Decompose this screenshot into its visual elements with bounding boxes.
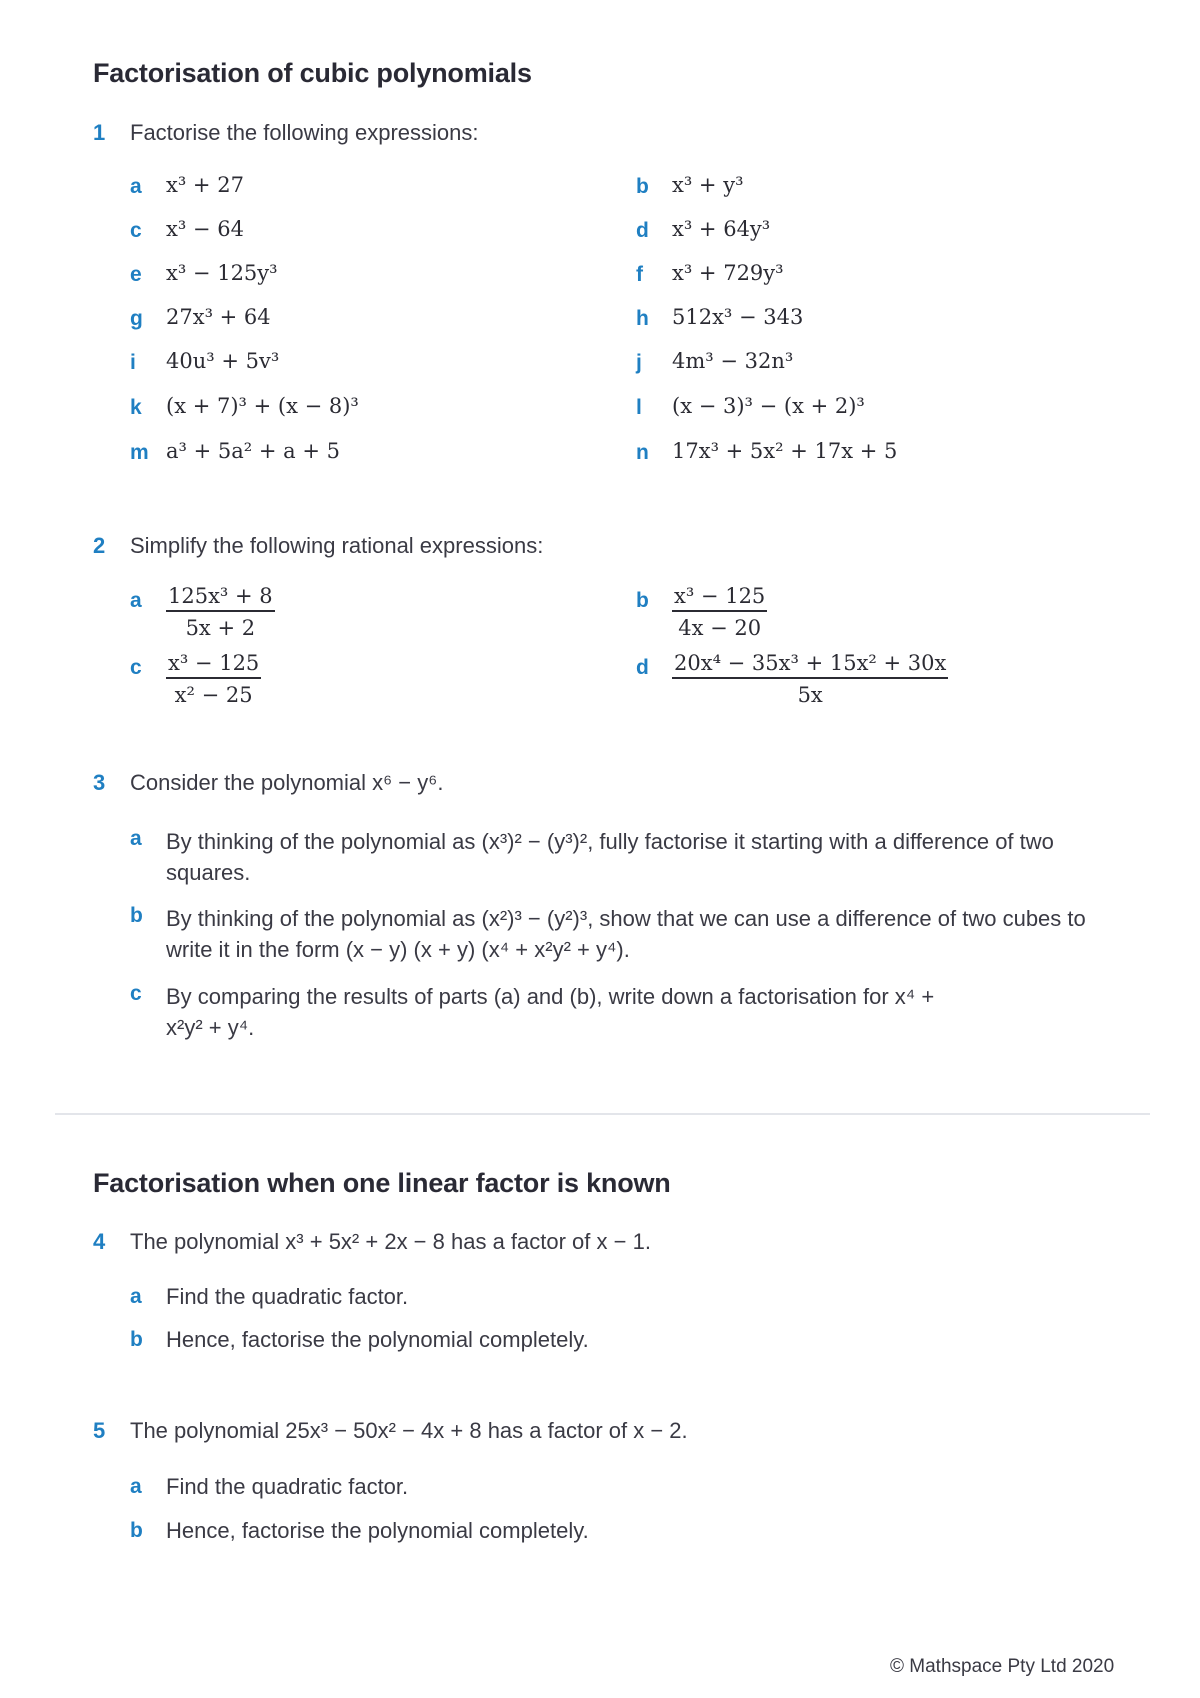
numerator: x³ − 125	[168, 651, 260, 675]
part-label: j	[636, 351, 642, 374]
expression: x³ + y³	[672, 173, 744, 197]
part-label: c	[130, 656, 142, 679]
expression: (x + 7)³ + (x − 8)³	[166, 394, 359, 418]
part-text: Find the quadratic factor.	[166, 1284, 409, 1309]
part-label: d	[636, 219, 649, 242]
expression: x³ + 729y³	[672, 261, 784, 285]
part-label: d	[636, 656, 649, 679]
part-text: Find the quadratic factor.	[166, 1474, 409, 1499]
part-label: i	[130, 351, 136, 374]
question-number: 2	[93, 533, 106, 558]
expression: x³ − 125y³	[166, 261, 278, 285]
copyright-footer: © Mathspace Pty Ltd 2020	[890, 1656, 1115, 1677]
part-label: c	[130, 219, 142, 242]
question-number: 1	[93, 120, 106, 145]
expression: 17x³ + 5x² + 17x + 5	[672, 439, 898, 463]
section-title: Factorisation of cubic polynomials	[93, 58, 532, 88]
fraction	[166, 584, 275, 640]
question-number: 3	[93, 770, 106, 795]
fraction	[672, 651, 948, 707]
expression: x³ + 64y³	[672, 217, 771, 241]
part-label: b	[130, 1328, 143, 1351]
question-text: The polynomial x³ + 5x² + 2x − 8 has a factor of x − 1.	[130, 1229, 651, 1254]
part-text: By comparing the results of parts (a) and (b), write down a factorisation for x⁴ + x²y² + y⁴.	[166, 984, 935, 1040]
question-number: 4	[93, 1229, 106, 1254]
expression: 40u³ + 5v³	[166, 349, 280, 373]
expression: (x − 3)³ − (x + 2)³	[672, 394, 865, 418]
part-label: b	[636, 589, 649, 612]
part-label: k	[130, 396, 142, 419]
part-label: h	[636, 307, 649, 330]
denominator: 5x + 2	[185, 616, 256, 640]
part-label: a	[130, 589, 142, 612]
section-title: Factorisation when one linear factor is known	[93, 1168, 671, 1198]
question-text: Consider the polynomial x⁶ − y⁶.	[130, 770, 444, 795]
expression: x³ + 27	[166, 173, 244, 197]
numerator: 125x³ + 8	[168, 584, 273, 608]
question-number: 5	[93, 1418, 106, 1443]
expression: a³ + 5a² + a + 5	[166, 439, 340, 463]
part-label: b	[130, 1519, 143, 1542]
expression: 27x³ + 64	[166, 305, 271, 329]
part-text: Hence, factorise the polynomial completely.	[166, 1518, 589, 1543]
part-label: a	[130, 827, 142, 850]
part-label: m	[130, 441, 149, 464]
expression: 4m³ − 32n³	[672, 349, 794, 373]
part-label: a	[130, 175, 142, 198]
question-text: Simplify the following rational expressions:	[130, 533, 544, 558]
part-text: Hence, factorise the polynomial completely.	[166, 1327, 589, 1352]
section-divider	[55, 1113, 1150, 1115]
part-label: g	[130, 307, 143, 330]
part-text: By thinking of the polynomial as (x²)³ − (y²)³, show that we can use a difference of two cubes to write it in the form (x − y) (x + y) (x⁴ + x²y² + y⁴).	[166, 906, 1086, 962]
part-label: l	[636, 396, 642, 419]
expression: 512x³ − 343	[672, 305, 804, 329]
part-label: a	[130, 1475, 142, 1498]
denominator: x² − 25	[174, 683, 253, 707]
part-text: By thinking of the polynomial as (x³)² − (y³)², fully factorise it starting with a difference of two squares.	[166, 829, 1054, 885]
fraction	[166, 651, 261, 707]
part-label: a	[130, 1285, 142, 1308]
numerator: 20x⁴ − 35x³ + 15x² + 30x	[674, 651, 947, 675]
expression: x³ − 64	[166, 217, 244, 241]
part-label: f	[636, 263, 643, 286]
part-label: b	[130, 904, 143, 927]
denominator: 4x − 20	[678, 616, 762, 640]
part-label: e	[130, 263, 142, 286]
fraction	[672, 584, 767, 640]
part-label: c	[130, 982, 142, 1005]
question-text: Factorise the following expressions:	[130, 120, 479, 145]
part-label: n	[636, 441, 649, 464]
part-label: b	[636, 175, 649, 198]
numerator: x³ − 125	[674, 584, 766, 608]
denominator: 5x	[797, 683, 823, 707]
question-text: The polynomial 25x³ − 50x² − 4x + 8 has a factor of x − 2.	[130, 1418, 688, 1443]
